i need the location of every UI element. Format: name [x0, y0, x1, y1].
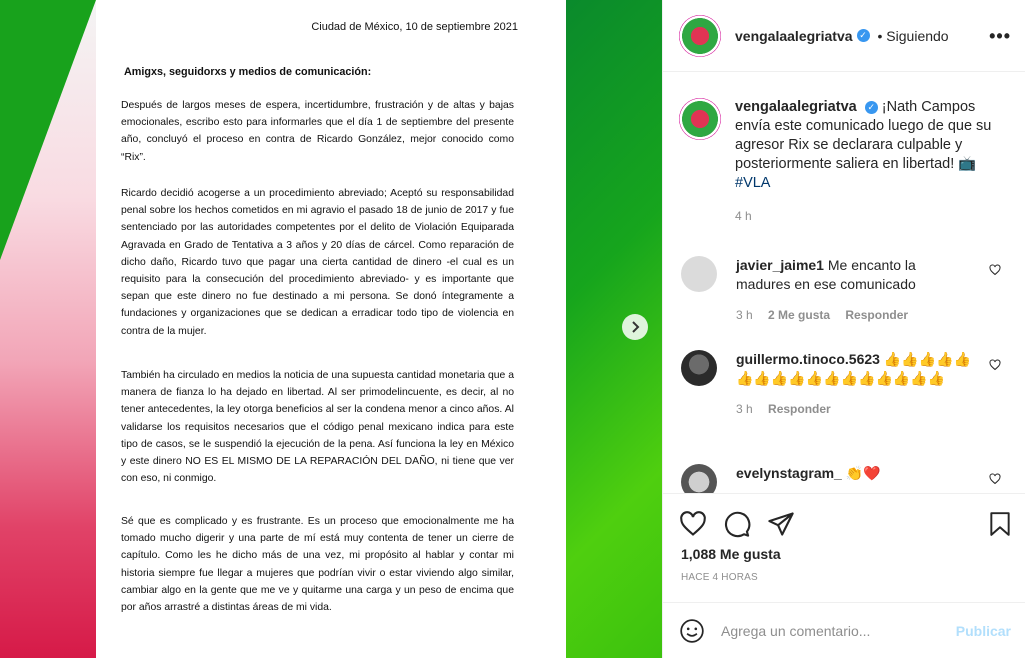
post-panel	[662, 0, 1025, 658]
avatar[interactable]	[681, 256, 717, 292]
comment-likes[interactable]: 2 Me gusta	[768, 308, 831, 322]
publish-button[interactable]: Publicar	[955, 622, 1011, 639]
comment-time: 3 h	[736, 308, 753, 322]
post-actions	[663, 493, 1025, 602]
document-date: Ciudad de México, 10 de septiembre 2021	[311, 21, 518, 33]
following-button[interactable]: • Siguiendo	[877, 27, 949, 44]
comment-text: 👍👍👍👍👍👍👍👍👍👍👍👍👍👍👍👍👍	[736, 351, 971, 386]
like-comment-icon[interactable]	[989, 359, 1001, 371]
comment-time: 3 h	[736, 402, 753, 416]
comments-list[interactable]	[663, 73, 1025, 493]
hashtag-link[interactable]: #VLA	[735, 175, 771, 191]
comment-text: 👏❤️	[845, 465, 881, 481]
like-count[interactable]: 1,088 Me gusta	[681, 546, 781, 562]
avatar[interactable]	[681, 464, 717, 493]
comment-username[interactable]: javier_jaime1	[736, 257, 824, 273]
like-comment-icon[interactable]	[989, 473, 1001, 485]
comment-input[interactable]	[721, 623, 941, 639]
header-username[interactable]: vengalaalegriatva	[735, 27, 853, 44]
caption-text: ¡Nath Campos envía este comunicado luego de que su agresor Rix se declarara culpable y posteriormente saliera en libertad! 📺	[735, 99, 992, 172]
document-paragraph: También ha circulado en medios la noticia de una supuesta cantidad monetaria que a manera de fianza lo ha dejado en libertad. Al ser primodelincuente, es decir, al no tener antecedentes, la ley otorga beneficios al ser la condena menor a cinco años. Al validarse los requisitos necesarios que el código penal mexicano indica para este tipo de casos, se le suspendió la ejecución de la pena. Así funciona la ley en México y este dinero NO ES EL MISMO DE LA REPARACIÓN DEL DAÑO, ni tiene que ver con eso, ni conmigo.	[121, 370, 514, 485]
document-paragraph: Ricardo decidió acogerse a un procedimiento abreviado; Aceptó su responsabilidad penal sobre los hechos cometidos en mi agravio el pasado 18 de junio de 2017 y fue sentenciado por las autoridades competentes por el delito de Violación Equiparada Agravada en Grado de Tentativa a 3 años y 20 días de cárcel. Como reparación de dicho daño, Ricardo tuvo que pagar una cierta cantidad de dinero -el cual es un requisito para la consecución del procedimiento abreviado- y es importante que sepan que este dinero no fue destinado a mi persona. Se donó íntegramente a fundaciones y organizaciones que se dedican a erradicar todo tipo de violencia en contra de la mujer.	[121, 188, 514, 337]
verified-icon: ✓	[865, 101, 878, 114]
document-paragraph: Después de largos meses de espera, incertidumbre, frustración y de altas y bajas emocionales, escribo esto para informarles que el día 1 de septiembre del presente año, concluyó el proceso en contra de Ricardo González, mejor conocido como “Rix”.	[121, 100, 514, 163]
comment-username[interactable]: evelynstagram_	[736, 465, 842, 481]
comment-icon[interactable]	[723, 510, 751, 538]
chevron-right-icon	[628, 320, 642, 334]
avatar[interactable]	[681, 350, 717, 386]
add-comment-bar	[663, 602, 1025, 658]
avatar[interactable]	[679, 98, 721, 140]
more-options-icon[interactable]: •••	[989, 26, 1011, 46]
next-image-button[interactable]	[622, 314, 648, 340]
verified-icon: ✓	[857, 29, 870, 42]
bookmark-icon[interactable]	[987, 510, 1013, 538]
post-header	[663, 0, 1025, 72]
share-icon[interactable]	[767, 510, 795, 538]
comment-username[interactable]: guillermo.tinoco.5623	[736, 351, 880, 367]
post-timestamp: HACE 4 HORAS	[681, 572, 758, 583]
background-left-green	[0, 0, 96, 260]
caption-time: 4 h	[735, 209, 752, 223]
reply-button[interactable]: Responder	[768, 402, 831, 416]
document-greeting: Amigxs, seguidorxs y medios de comunicación:	[124, 66, 372, 78]
comment-item	[681, 256, 971, 325]
like-comment-icon[interactable]	[989, 264, 1001, 276]
emoji-icon[interactable]	[679, 618, 705, 644]
comment-text: Me encanto la madures en ese comunicado	[736, 257, 916, 292]
avatar[interactable]	[679, 15, 721, 57]
comment-item	[681, 350, 971, 419]
statement-document	[96, 0, 566, 658]
document-paragraph: Sé que es complicado y es frustrante. Es un proceso que emocionalmente me ha tomado mucho digerir y una parte de mí está muy contenta de tener un cierre de capítulo. Como les he dicho más de una vez, mi propósito al hablar y contar mi historia siempre fue llegar a mujeres que podrían vivir o estar viviendo algo similar, cambiar algo en la gente que me ve y quitarme una carga y un peso de encima que por años arrastré a distintas áreas de mi vida.	[121, 516, 514, 614]
caption-username[interactable]: vengalaalegriatva	[735, 99, 857, 115]
comment-item	[681, 464, 971, 493]
reply-button[interactable]: Responder	[845, 308, 909, 322]
post-caption	[679, 98, 995, 226]
like-icon[interactable]	[679, 510, 707, 538]
